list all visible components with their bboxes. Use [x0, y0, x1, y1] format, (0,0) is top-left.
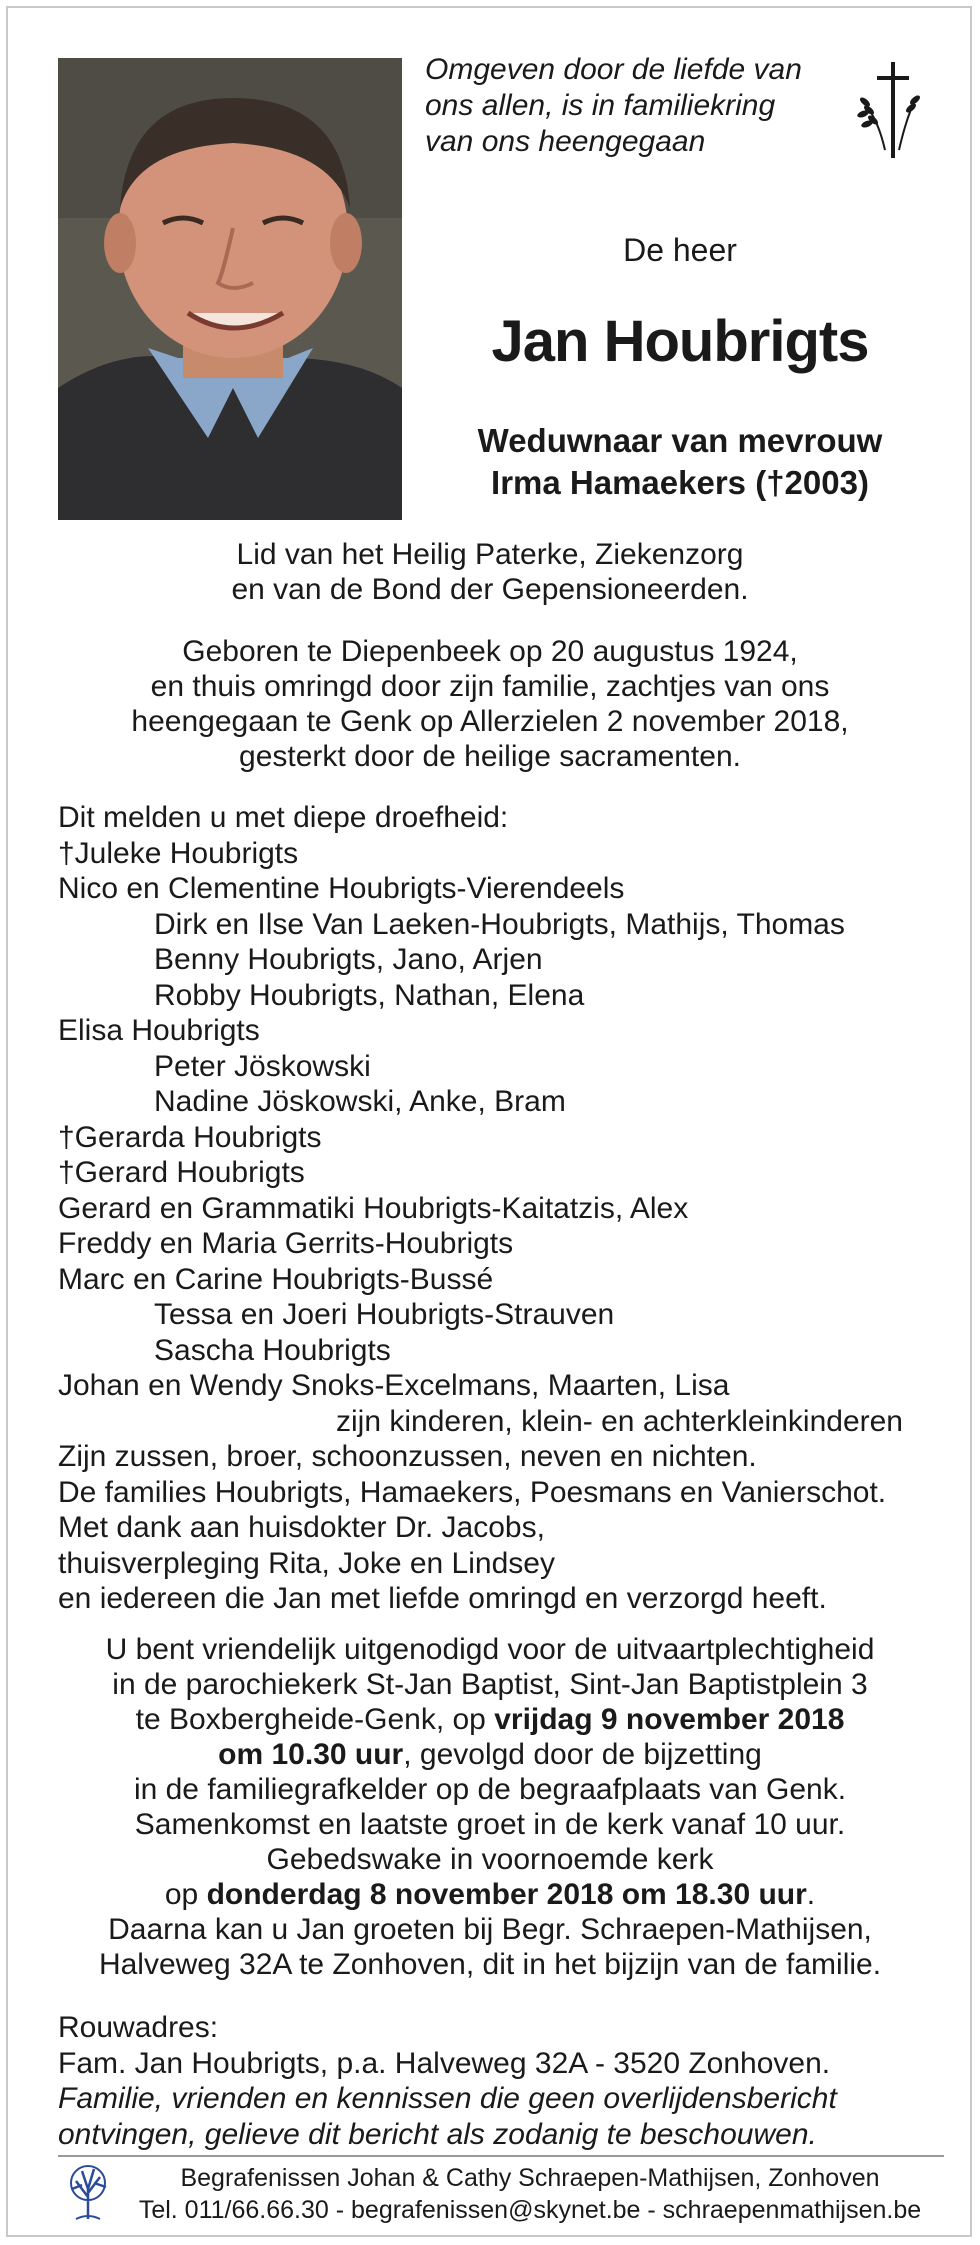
family-line: Benny Houbrigts, Jano, Arjen [154, 943, 543, 976]
widow-line-1: Weduwnaar van mevrouw [477, 422, 883, 459]
family-line: en iedereen die Jan met liefde omringd en verzorgd heeft. [58, 1582, 827, 1615]
intro-line: Omgeven door de liefde van [425, 53, 802, 86]
widow-line [420, 420, 940, 504]
family-line: Dit melden u met diepe droefheid: [58, 801, 509, 834]
family-line: Marc en Carine Houbrigts-Bussé [58, 1262, 494, 1296]
family-line: Met dank aan huisdokter Dr. Jacobs, [58, 1511, 545, 1544]
birth-death-info [40, 634, 940, 774]
family-line: Johan en Wendy Snoks-Excelmans, Maarten, Lisa [58, 1369, 730, 1402]
salutation: De heer [623, 232, 737, 268]
family-line: Sascha Houbrigts [154, 1333, 391, 1367]
ceremony-line [40, 1737, 940, 1772]
funeral-home-name: Begrafenissen Johan & Cathy Schraepen-Mathijsen, Zonhoven [180, 2164, 880, 2192]
address-note: Familie, vrienden en kennissen die geen overlijdensbericht [58, 2082, 837, 2115]
ceremony-line: Samenkomst en laatste groet in de kerk vanaf 10 uur. [134, 1808, 846, 1841]
funeral-date: vrijdag 9 november 2018 [494, 1703, 845, 1736]
widow-line-2: Irma Hamaekers (†2003) [491, 464, 869, 501]
address-label: Rouwadres: [58, 2011, 219, 2044]
ceremony-line: in de parochiekerk St-Jan Baptist, Sint-Jan Baptistplein 3 [112, 1668, 868, 1701]
membership [40, 537, 940, 607]
family-line: Freddy en Maria Gerrits-Houbrigts [58, 1227, 514, 1260]
family-line: Nadine Jöskowski, Anke, Bram [154, 1085, 566, 1118]
ceremony-line: Daarna kan u Jan groeten bij Begr. Schraepen-Mathijsen, [108, 1913, 872, 1946]
portrait-photo [58, 58, 402, 520]
ceremony-line [40, 1877, 940, 1912]
funeral-home-footer [120, 2162, 940, 2226]
family-line: Peter Jöskowski [154, 1049, 371, 1083]
deceased-name: Jan Houbrigts [491, 309, 869, 374]
address-note: ontvingen, gelieve dit bericht als zodanig te beschouwen. [58, 2117, 817, 2151]
ceremony-text: op [164, 1878, 207, 1911]
ceremony-text: te Boxbergheide-Genk, op [135, 1703, 495, 1736]
funeral-home-contact: Tel. 011/66.66.30 - begrafenissen@skynet.be - schraepenmathijsen.be [138, 2196, 922, 2224]
cross-wheat-icon [855, 60, 925, 165]
membership-line: Lid van het Heilig Paterke, Ziekenzorg [236, 538, 744, 571]
ceremony-text: , gevolgd door de bijzetting [403, 1738, 762, 1771]
family-line: Tessa en Joeri Houbrigts-Strauven [154, 1298, 615, 1331]
ceremony-line: U bent vriendelijk uitgenodigd voor de uitvaartplechtigheid [105, 1633, 875, 1666]
ceremony-line: Gebedswake in voornoemde kerk [266, 1843, 714, 1876]
intro-text [425, 52, 805, 160]
family-line: †Gerarda Houbrigts [58, 1120, 322, 1154]
intro-line: ons allen, is in familiekring [425, 89, 776, 122]
birth-line: gesterkt door de heilige sacramenten. [239, 740, 741, 773]
birth-line: Geboren te Diepenbeek op 20 augustus 1924, [182, 635, 798, 668]
family-line: †Juleke Houbrigts [58, 836, 299, 870]
ceremony-line: in de familiegrafkelder op de begraafplaats van Genk. [133, 1773, 847, 1806]
family-line: Zijn zussen, broer, schoonzussen, neven en nichten. [58, 1440, 757, 1473]
ceremony-line [40, 1702, 940, 1737]
ceremony-line: Halveweg 32A te Zonhoven, dit in het bijzijn van de familie. [98, 1948, 882, 1981]
family-line: †Gerard Houbrigts [58, 1156, 305, 1189]
tree-logo-icon [62, 2163, 114, 2226]
birth-line: en thuis omringd door zijn familie, zachtjes van ons [150, 670, 830, 703]
family-line: Nico en Clementine Houbrigts-Vierendeels [58, 872, 625, 905]
mourning-address [58, 2010, 938, 2152]
intro-line: van ons heengegaan [425, 125, 706, 158]
ceremony-info [40, 1632, 940, 1982]
family-line: Dirk en Ilse Van Laeken-Houbrigts, Mathijs, Thomas [154, 907, 845, 941]
family-line: Gerard en Grammatiki Houbrigts-Kaitatzis, Alex [58, 1191, 689, 1225]
family-line: De families Houbrigts, Hamaekers, Poesmans en Vanierschot. [58, 1475, 887, 1509]
ceremony-text: . [806, 1878, 816, 1911]
family-line: Elisa Houbrigts [58, 1014, 260, 1047]
family-line: zijn kinderen, klein- en achterkleinkinderen [336, 1404, 903, 1438]
footer-divider [58, 2155, 944, 2157]
funeral-time: om 10.30 uur [218, 1738, 404, 1771]
family-list [58, 800, 938, 1617]
family-line: Robby Houbrigts, Nathan, Elena [154, 978, 585, 1012]
address-line: Fam. Jan Houbrigts, p.a. Halveweg 32A - 3520 Zonhoven. [58, 2046, 831, 2080]
vigil-date: donderdag 8 november 2018 om 18.30 uur [206, 1878, 807, 1911]
membership-line: en van de Bond der Gepensioneerden. [231, 573, 749, 606]
family-line: thuisverpleging Rita, Joke en Lindsey [58, 1546, 555, 1580]
birth-line: heengegaan te Genk op Allerzielen 2 november 2018, [131, 705, 849, 738]
